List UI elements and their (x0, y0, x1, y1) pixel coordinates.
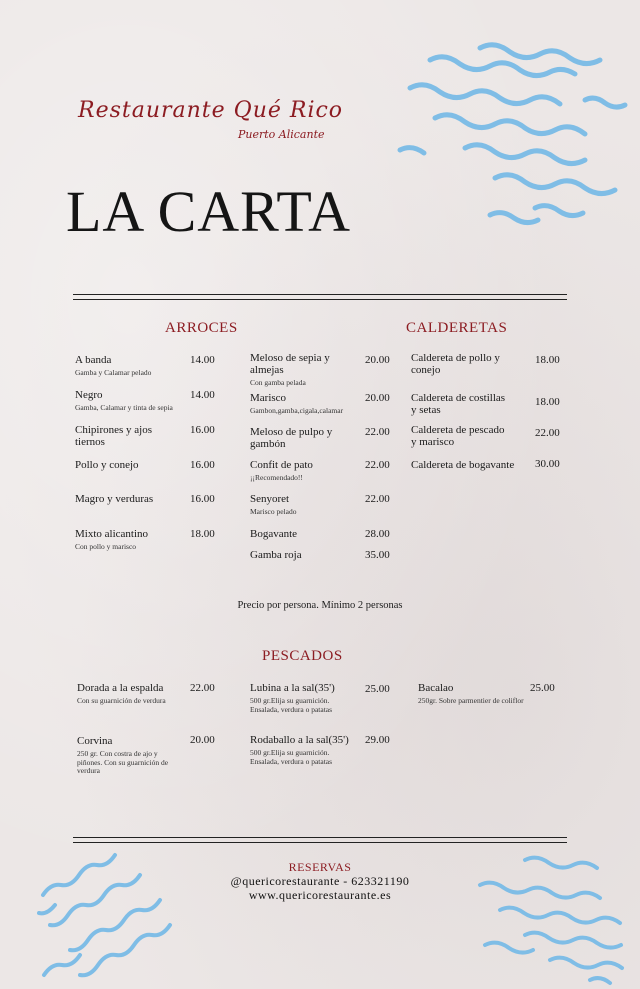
menu-item (411, 352, 511, 376)
item-price: 16.00 (190, 493, 215, 505)
item-price: 30.00 (535, 458, 560, 470)
bottom-divider (73, 837, 567, 838)
item-name: Meloso de sepia y almejas (250, 352, 330, 376)
item-name: Marisco (250, 392, 287, 404)
item-price: 22.00 (365, 493, 390, 505)
menu-item (75, 354, 180, 378)
item-price: 22.00 (365, 459, 390, 471)
menu-item (250, 528, 355, 540)
website-link[interactable]: www.quericorestaurante.es (248, 888, 392, 902)
menu-item (250, 682, 355, 714)
item-description: ¡¡Recomendado!! (250, 473, 303, 482)
item-price: 20.00 (190, 734, 215, 746)
wave-decoration-top-right-icon (395, 40, 640, 250)
menu-item (411, 459, 531, 471)
item-price: 35.00 (365, 549, 390, 561)
item-price: 25.00 (530, 682, 555, 694)
item-price: 18.00 (535, 396, 560, 408)
item-name: Gamba roja (250, 549, 302, 561)
menu-item (250, 459, 355, 483)
menu-item (250, 352, 350, 388)
item-description: Gambon,gamba,cigala,calamar (250, 406, 344, 415)
item-price: 22.00 (535, 427, 560, 439)
item-description: 250 gr. Con costra de ajo y piñones. Con su guarnición de verdura (77, 749, 169, 775)
item-name: Negro (75, 389, 103, 401)
menu-item (75, 528, 185, 552)
item-price: 25.00 (365, 683, 390, 695)
item-name: Mixto alicantino (75, 528, 149, 540)
item-name: Caldereta de pescado y marisco (411, 424, 505, 448)
item-name: Corvina (77, 735, 113, 747)
menu-item (250, 426, 350, 450)
item-price: 14.00 (190, 354, 215, 366)
item-name: Bogavante (250, 528, 298, 540)
item-name: Rodaballo a la sal(35') (250, 734, 349, 746)
item-name: Caldereta de costillas y setas (411, 392, 506, 416)
menu-item (250, 549, 355, 561)
item-name: Caldereta de bogavante (411, 459, 515, 471)
reservations-title: RESERVAS (288, 860, 352, 874)
section-title-calderetas: CALDERETAS (406, 320, 508, 336)
item-price: 16.00 (190, 424, 215, 436)
item-name: Dorada a la espalda (77, 682, 164, 694)
item-description: Gamba, Calamar y tinta de sepia (75, 403, 173, 412)
item-price: 14.00 (190, 389, 215, 401)
top-divider (73, 299, 567, 300)
item-name: Meloso de pulpo y gambón (250, 426, 333, 450)
restaurant-location: Puerto Alicante (238, 128, 325, 141)
menu-item (75, 493, 180, 505)
item-description: 250gr. Sobre parmentier de coliflor (418, 696, 524, 705)
item-name: Lubina a la sal(35') (250, 682, 335, 694)
item-name: Senyoret (250, 493, 290, 505)
item-price: 18.00 (535, 354, 560, 366)
menu-item (411, 392, 511, 416)
section-title-arroces: ARROCES (165, 320, 238, 336)
menu-item (77, 682, 177, 706)
item-name: Confit de pato (250, 459, 313, 471)
item-name: A banda (75, 354, 112, 366)
contact-line: @quericorestaurante - 623321190 (230, 874, 410, 888)
bottom-divider (73, 842, 567, 843)
item-price: 20.00 (365, 392, 390, 404)
menu-item (250, 392, 365, 416)
item-price: 22.00 (365, 426, 390, 438)
item-description: Gamba y Calamar pelado (75, 368, 152, 377)
menu-item (250, 734, 360, 766)
restaurant-name: Restaurante Qué Rico (78, 98, 344, 123)
item-price: 29.00 (365, 734, 390, 746)
menu-item (250, 493, 355, 517)
section-title-pescados: PESCADOS (262, 648, 343, 664)
menu-item (75, 459, 180, 471)
top-divider (73, 294, 567, 295)
item-price: 16.00 (190, 459, 215, 471)
menu-item (75, 424, 175, 448)
item-name: Chipirones y ajos tiernos (75, 424, 152, 448)
item-name: Magro y verduras (75, 493, 154, 505)
item-price: 22.00 (190, 682, 215, 694)
item-name: Bacalao (418, 682, 454, 694)
menu-item (77, 735, 177, 776)
menu-item (411, 424, 511, 448)
item-description: Con pollo y marisco (75, 542, 137, 551)
item-price: 20.00 (365, 354, 390, 366)
item-description: Con su guarnición de verdura (77, 696, 166, 705)
price-note: Precio por persona. Mínimo 2 personas (237, 600, 403, 611)
item-price: 28.00 (365, 528, 390, 540)
item-name: Pollo y conejo (75, 459, 139, 471)
item-price: 18.00 (190, 528, 215, 540)
item-description: Marisco pelado (250, 507, 297, 516)
item-description: 500 gr.Elija su guarnición. Ensalada, verdura o patatas (250, 696, 333, 714)
menu-item (418, 682, 528, 706)
page-title: LA CARTA (66, 179, 352, 244)
menu-item (75, 389, 180, 413)
item-description: Con gamba pelada (250, 378, 306, 387)
item-name: Caldereta de pollo y conejo (411, 352, 500, 376)
item-description: 500 gr.Elija su guarnición. Ensalada, verdura o patatas (250, 748, 333, 766)
